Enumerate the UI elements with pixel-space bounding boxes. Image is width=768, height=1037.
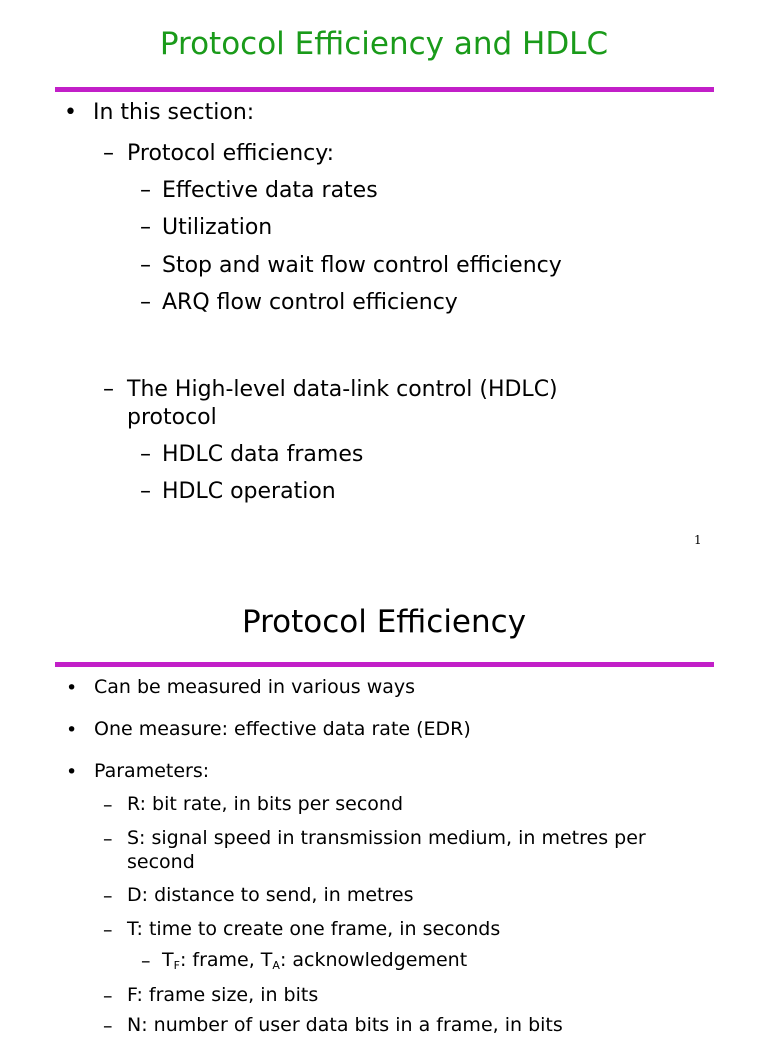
- param-s-line-1: S: signal speed in transmission medium, in metres per: [127, 827, 646, 849]
- topic-hdlc-line-2: protocol: [127, 405, 217, 430]
- dash-icon: –: [140, 215, 151, 240]
- param-t: T: time to create one frame, in seconds: [127, 918, 501, 940]
- topic-hdlc-line-1: The High-level data-link control (HDLC): [127, 377, 558, 402]
- param-s-line-2: second: [127, 851, 195, 873]
- topic-protocol-efficiency: Protocol efficiency:: [127, 141, 335, 166]
- subtopic-utilization: Utilization: [162, 215, 273, 240]
- bullet-icon: •: [66, 677, 78, 699]
- bullet-measured-various-ways: Can be measured in various ways: [94, 676, 416, 698]
- subtopic-effective-data-rates: Effective data rates: [162, 178, 378, 203]
- tf-symbol: T: [162, 949, 174, 971]
- dash-icon: –: [140, 442, 151, 467]
- subtopic-hdlc-frames: HDLC data frames: [162, 442, 364, 467]
- page-number: 1: [694, 533, 702, 547]
- dash-icon: –: [140, 253, 151, 278]
- ta-subscript: A: [272, 959, 280, 972]
- dash-icon: –: [103, 377, 114, 402]
- bullet-parameters: Parameters:: [94, 760, 210, 782]
- slide-2-title-rule: [55, 662, 714, 667]
- subtopic-arq: ARQ flow control efficiency: [162, 290, 458, 315]
- dash-icon: –: [140, 178, 151, 203]
- bullet-icon: •: [66, 719, 78, 741]
- bullet-icon: •: [66, 761, 78, 783]
- slide-2: [0, 560, 768, 1037]
- slide-1-title: Protocol Efficiency and HDLC: [159, 26, 609, 62]
- intro-text: In this section:: [93, 100, 255, 125]
- tf-subscript: F: [173, 959, 180, 972]
- dash-icon: –: [103, 828, 113, 850]
- subtopic-stop-and-wait: Stop and wait flow control efficiency: [162, 253, 562, 278]
- dash-icon: –: [103, 1015, 113, 1037]
- bullet-icon: •: [64, 100, 77, 125]
- param-tf-ta: [162, 950, 467, 972]
- dash-icon: –: [103, 794, 113, 816]
- subtopic-hdlc-operation: HDLC operation: [162, 479, 336, 504]
- dash-icon: –: [140, 290, 151, 315]
- param-n: N: number of user data bits in a frame, in bits: [127, 1014, 563, 1036]
- dash-icon: –: [141, 950, 151, 972]
- bullet-edr: One measure: effective data rate (EDR): [94, 718, 471, 740]
- dash-icon: –: [103, 919, 113, 941]
- dash-icon: –: [103, 141, 114, 166]
- slide-1-title-rule: [55, 87, 714, 92]
- dash-icon: –: [140, 479, 151, 504]
- slide-2-title: Protocol Efficiency: [241, 604, 527, 640]
- param-f: F: frame size, in bits: [127, 984, 319, 1006]
- ta-text: : acknowledgement: [279, 949, 468, 971]
- param-d: D: distance to send, in metres: [127, 884, 414, 906]
- tf-text: : frame, T: [179, 949, 273, 971]
- dash-icon: –: [103, 885, 113, 907]
- param-r: R: bit rate, in bits per second: [127, 793, 404, 815]
- dash-icon: –: [103, 985, 113, 1007]
